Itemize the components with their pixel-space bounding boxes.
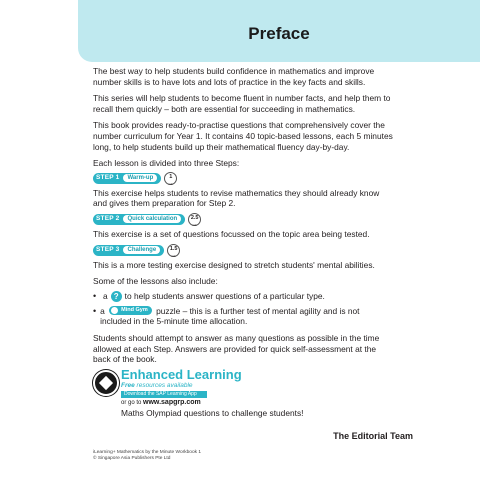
- step-3-minutes: 1.5: [169, 245, 178, 252]
- mind-gym-label: Mind Gym: [121, 306, 148, 313]
- step-3-description: This is a more testing exercise designed to stretch students' mental abilities.: [93, 259, 375, 270]
- extras-list: [93, 291, 393, 327]
- footer-copyright: © Singapore Asia Publishers Pte Ltd: [93, 456, 171, 461]
- step-3-header: [93, 243, 393, 258]
- paragraph-2: This series will help students to become fluent in number facts, and help them to recall them quickly – both are essential for succeeding in mathematics.: [93, 93, 391, 114]
- paragraph-1: The best way to help students build confidence in mathematics and improve number skills is to have lots and lots of practice in the key facts and skills.: [93, 66, 375, 87]
- mind-gym-line: [100, 306, 393, 327]
- free-resources-line: [121, 382, 193, 389]
- enhanced-learning-title: Enhanced Learning: [121, 367, 242, 382]
- page-footer: [93, 450, 201, 462]
- footer-book-title: iLearning+ Mathematics by the Minute Workbook 1: [93, 450, 202, 455]
- tip-prefix: a: [103, 290, 108, 301]
- step-1-minutes: 1: [169, 173, 173, 180]
- step-2-header: [93, 212, 393, 227]
- stopwatch-icon: [167, 244, 180, 257]
- step-2-description: This exercise is a set of questions focussed on the topic area being tested.: [93, 228, 370, 239]
- step-3-label: STEP 3: [96, 245, 120, 253]
- tip-text: to help students answer questions of a particular type.: [124, 290, 325, 301]
- stopwatch-icon: [188, 213, 201, 226]
- sap-logo-icon: [93, 370, 119, 396]
- bullet-icon: •: [93, 290, 97, 301]
- paragraph-4: Each lesson is divided into three Steps:: [93, 158, 240, 169]
- step-2-minutes: 2.5: [190, 214, 199, 221]
- mind-gym-text: puzzle – this is a further test of mental agility and is not included in the 5-minute time allocation.: [100, 305, 360, 327]
- step-1-name: Warm-up: [123, 174, 157, 182]
- mind-gym-badge: [109, 306, 152, 315]
- website-line: [121, 399, 201, 406]
- enhanced-learning-box: [93, 367, 393, 427]
- stopwatch-icon: [164, 172, 177, 185]
- olympiad-line: Maths Olympiad questions to challenge students!: [121, 408, 304, 418]
- download-app-bar[interactable]: [121, 391, 207, 398]
- brain-icon: [111, 307, 118, 314]
- preface-body: [93, 66, 393, 371]
- step-3-badge: [93, 245, 164, 256]
- free-rest: resources available: [134, 382, 193, 389]
- gym-prefix: a: [100, 305, 105, 316]
- step-2-name: Quick calculation: [123, 215, 181, 223]
- paragraph-3: This book provides ready-to-practise questions that comprehensively cover the number curriculum for Year 1. It contains 40 topic-based lessons, each 5 minutes long, to help students build up their mathematical fluency day-by-day.: [93, 120, 393, 152]
- list-item: [93, 291, 393, 302]
- bullet-icon: •: [93, 305, 97, 316]
- step-3-name: Challenge: [123, 246, 160, 254]
- website-link[interactable]: www.sapgrp.com: [143, 399, 201, 406]
- step-2-unit: min: [192, 222, 198, 227]
- step-1-description: This exercise helps students to revise mathematics they should already know and gives them preparation for Step 2.: [93, 187, 380, 209]
- step-3-unit: min: [171, 253, 177, 258]
- step-1-header: [93, 171, 393, 186]
- free-word: Free: [121, 382, 135, 389]
- closing-paragraph: Students should attempt to answer as many questions as possible in the time allowed at each Step. Answers are provided for quick self-assessment at the back of the book.: [93, 332, 380, 365]
- step-2-badge: [93, 214, 185, 225]
- step-1-badge: [93, 173, 161, 184]
- extras-intro: Some of the lessons also include:: [93, 276, 218, 287]
- signature: The Editorial Team: [333, 431, 413, 441]
- download-app-text: Download the SAP Learning App: [124, 391, 197, 397]
- list-item: [93, 306, 393, 327]
- url-prefix: or go to: [121, 400, 144, 406]
- step-2-label: STEP 2: [96, 215, 120, 223]
- page-title: Preface: [248, 24, 310, 43]
- title-banner: [78, 0, 480, 62]
- step-1-unit: min: [168, 181, 174, 186]
- tip-icon: [111, 291, 122, 302]
- step-1-label: STEP 1: [96, 173, 120, 181]
